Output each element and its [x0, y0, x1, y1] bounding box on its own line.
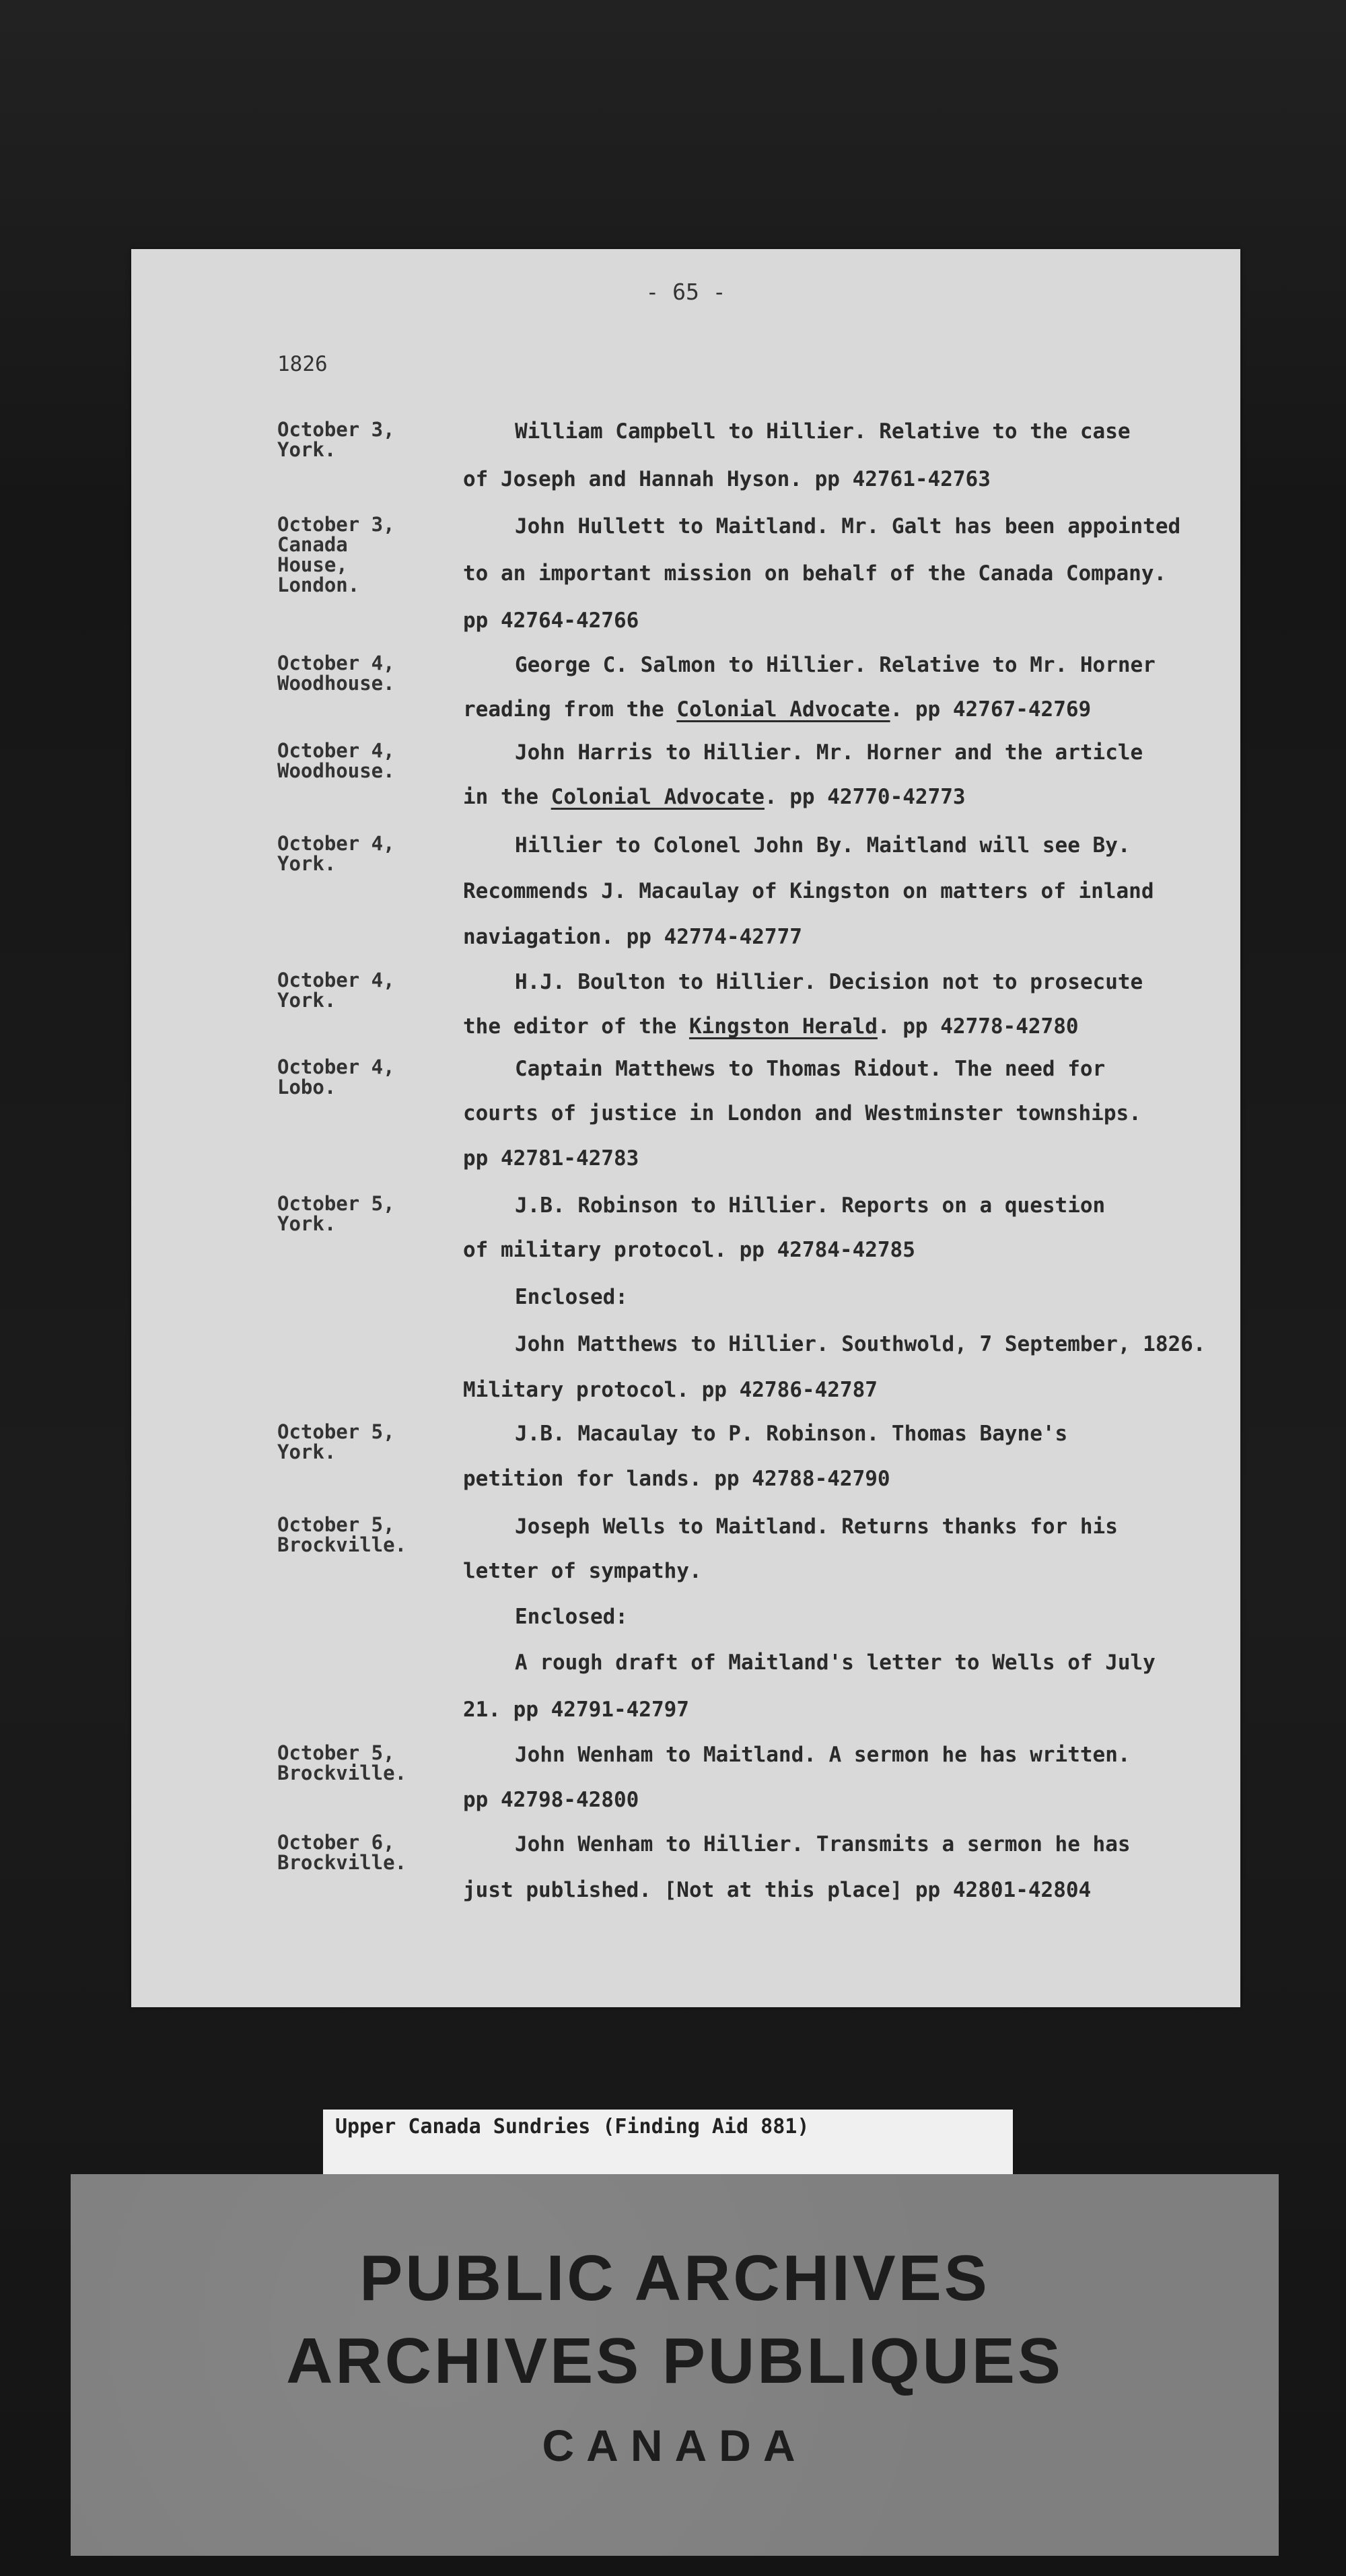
entry-line: of military protocol. pp 42784-42785: [463, 1238, 915, 1262]
text-run: reading from the: [463, 697, 677, 722]
text-run: . pp 42778-42780: [877, 1014, 1079, 1039]
finding-aid-caption: [323, 2110, 1013, 2175]
entry-date: October 4, Woodhouse.: [277, 739, 395, 782]
text-run: . pp 42767-42769: [890, 697, 1092, 722]
entry-line: Recommends J. Macaulay of Kingston on matters of inland: [463, 879, 1154, 903]
entry-date: October 5, York.: [277, 1420, 395, 1463]
publication-title: Kingston Herald: [688, 1014, 878, 1039]
entry-date: October 3, Canada House, London.: [277, 513, 395, 596]
text-run: in the: [463, 785, 551, 809]
entry-line: William Campbell to Hillier. Relative to the case: [515, 419, 1131, 444]
entry-line: H.J. Boulton to Hillier. Decision not to prosecute: [515, 970, 1143, 994]
entry-line: of Joseph and Hannah Hyson. pp 42761-42763: [463, 467, 991, 491]
publication-title: Colonial Advocate: [551, 785, 765, 809]
stamp-line-english: PUBLIC ARCHIVES: [359, 2242, 990, 2314]
entry-line: Hillier to Colonel John By. Maitland will see By.: [515, 833, 1131, 858]
entry-date: October 4, York.: [277, 969, 395, 1012]
entry-line: to an important mission on behalf of the Canada Company.: [463, 561, 1167, 586]
entry-line: letter of sympathy.: [463, 1559, 702, 1583]
stamp-line-country: CANADA: [542, 2421, 808, 2470]
entry-line: Captain Matthews to Thomas Ridout. The need for: [515, 1057, 1106, 1081]
entry-date: October 4, York.: [277, 832, 395, 875]
entry-date: October 3, York.: [277, 418, 395, 461]
entry-line: Military protocol. pp 42786-42787: [463, 1378, 878, 1402]
entry-line: just published. [Not at this place] pp 42801-42804: [463, 1878, 1092, 1902]
year-heading: 1826: [277, 352, 328, 376]
entry-date: October 5, Brockville.: [277, 1741, 407, 1784]
entry-line: J.B. Robinson to Hillier. Reports on a question: [515, 1193, 1106, 1218]
entry-date: October 6, Brockville.: [277, 1831, 407, 1874]
document-page: [131, 249, 1240, 2007]
entry-line: petition for lands. pp 42788-42790: [463, 1467, 890, 1491]
entry-line: A rough draft of Maitland's letter to Wells of July: [515, 1650, 1156, 1675]
entry-line: Joseph Wells to Maitland. Returns thanks for his: [515, 1515, 1118, 1539]
entry-date: October 5, Brockville.: [277, 1513, 407, 1556]
stamp-line-french: ARCHIVES PUBLIQUES: [286, 2325, 1063, 2397]
entry-date: October 4, Lobo.: [277, 1055, 395, 1099]
entry-line: courts of justice in London and Westminster townships.: [463, 1101, 1141, 1125]
entry-line: 21. pp 42791-42797: [463, 1698, 689, 1722]
entry-line: J.B. Macaulay to P. Robinson. Thomas Bayne's: [515, 1422, 1068, 1446]
entry-line: John Hullett to Maitland. Mr. Galt has been appointed: [515, 514, 1181, 538]
entry-date: October 5, York.: [277, 1192, 395, 1235]
text-run: the editor of the: [463, 1014, 689, 1039]
publication-title: Colonial Advocate: [676, 697, 890, 722]
entry-line: pp 42781-42783: [463, 1146, 639, 1171]
entry-line: naviagation. pp 42774-42777: [463, 925, 802, 949]
entry-line: George C. Salmon to Hillier. Relative to Mr. Horner: [515, 653, 1156, 677]
entry-line: Enclosed:: [515, 1605, 628, 1629]
page-number: - 65 -: [645, 279, 726, 305]
caption-text: Upper Canada Sundries (Finding Aid 881): [335, 2115, 810, 2138]
archives-stamp: [71, 2174, 1279, 2556]
entry-line: Enclosed:: [515, 1285, 628, 1309]
entry-line: pp 42764-42766: [463, 608, 639, 633]
entry-line: [463, 785, 966, 809]
entry-line: [463, 697, 1091, 722]
entry-line: pp 42798-42800: [463, 1788, 639, 1812]
entry-line: John Matthews to Hillier. Southwold, 7 September, 1826.: [515, 1332, 1206, 1356]
entry-date: October 4, Woodhouse.: [277, 652, 395, 695]
text-run: . pp 42770-42773: [764, 785, 966, 809]
entry-line: [463, 1014, 1079, 1039]
entry-line: John Harris to Hillier. Mr. Horner and the article: [515, 740, 1143, 765]
entry-line: John Wenham to Hillier. Transmits a sermon he has: [515, 1832, 1131, 1856]
entry-line: John Wenham to Maitland. A sermon he has written.: [515, 1743, 1131, 1767]
